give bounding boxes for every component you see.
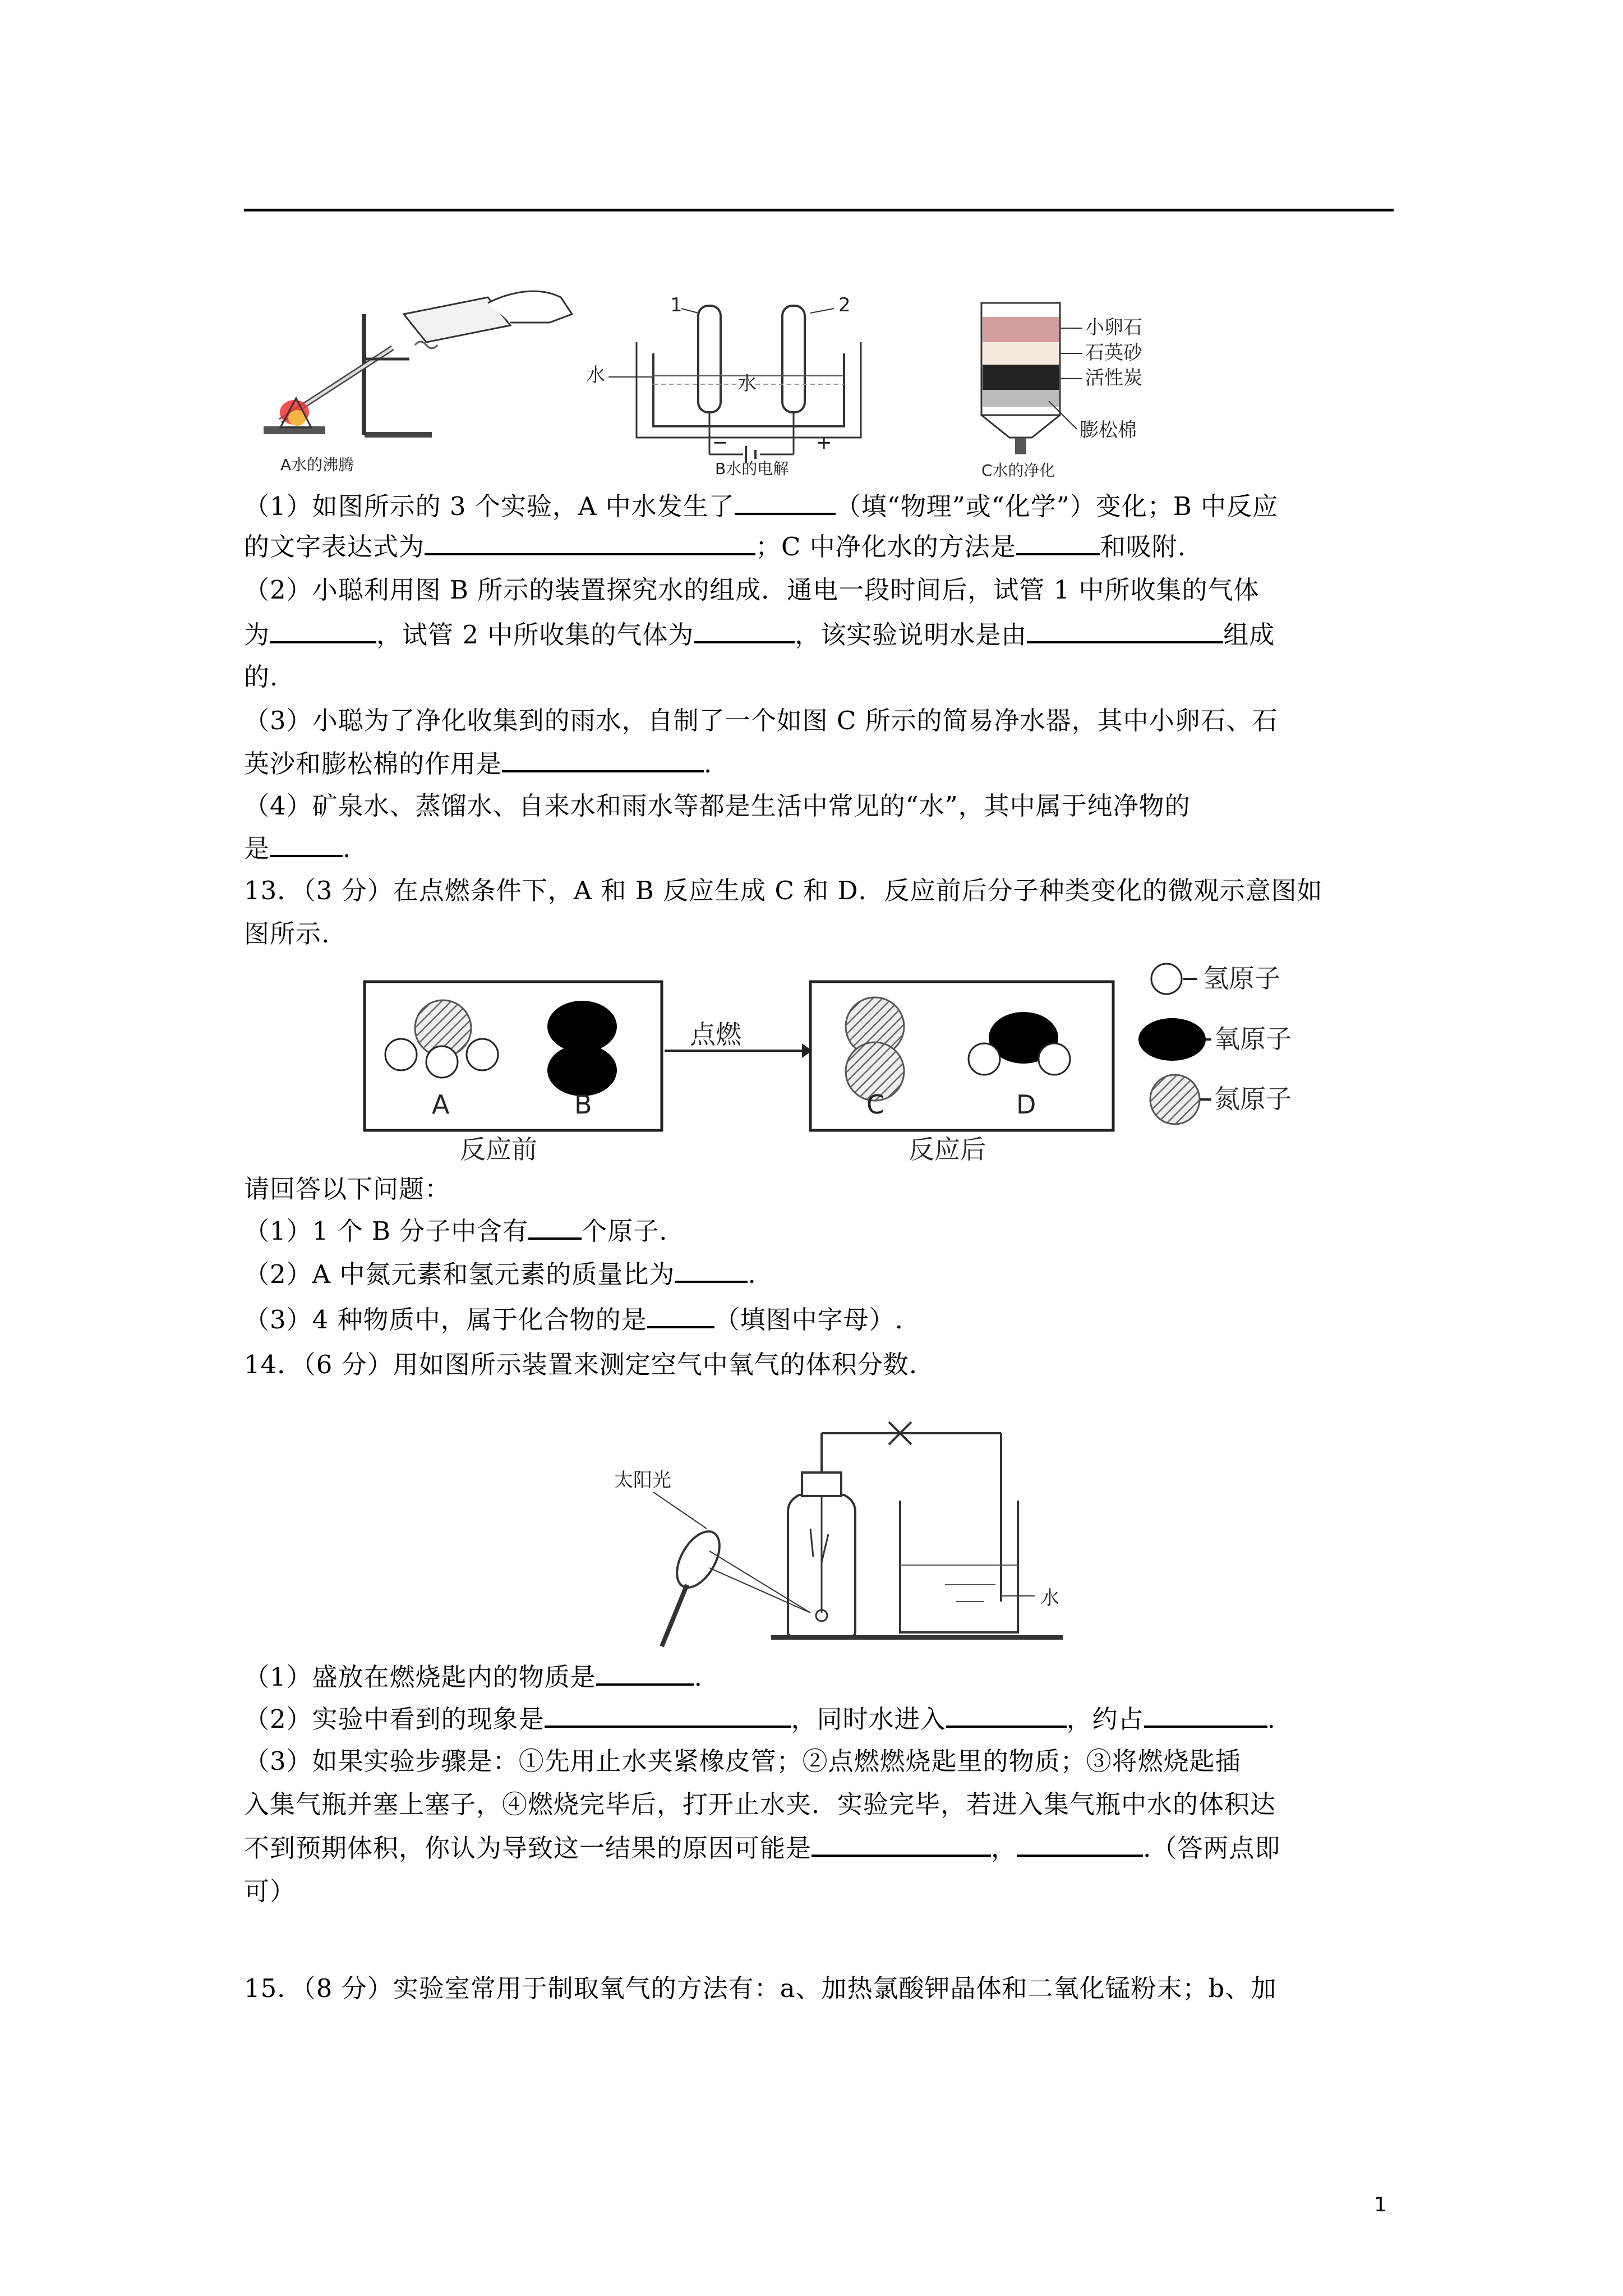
label-b: B [574,1089,592,1120]
page-number: 1 [1374,2193,1387,2216]
q14-line-1: 14．（6 分）用如图所示装置来测定空气中氧气的体积分数. [244,1350,918,1379]
header-rule [244,209,1394,211]
figure-b-electrolysis [575,286,878,477]
label-a: A [432,1089,450,1120]
legend-nitrogen: 氮原子 [1214,1084,1292,1114]
q13-line-6: （3）4 种物质中，属于化合物的是 （填图中字母）. [244,1300,903,1340]
water-label-mid: 水 [737,372,757,395]
q12-line-3: （2）小聪利用图 B 所示的装置探究水的组成．通电一段时间后，试管 1 中所收集的气体 [244,575,1260,605]
q12-line-6: （3）小聪为了净化收集到的雨水，自制了一个如图 C 所示的简易净水器，其中小卵石、石 [244,706,1278,735]
q13-line-4: （1）1 个 B 分子中含有 个原子. [244,1212,668,1251]
q12-line-7: 英沙和膨松棉的作用是 . [244,744,712,784]
q15-line-1: 15．（8 分）实验室常用于制取氧气的方法有：a、加热氯酸钾晶体和二氧化锰粉末；b、加 [244,1973,1277,2003]
molecule-diagram [359,959,1312,1167]
layer-pebbles-label: 小卵石 [1085,316,1142,339]
legend-hydrogen: 氢原子 [1203,963,1280,993]
layer-quartz-label: 石英砂 [1085,342,1142,364]
label-d: D [1016,1089,1036,1120]
tube-1-label: 1 [670,294,683,316]
sunlight-label: 太阳光 [614,1469,671,1492]
q12-line-5: 的. [244,662,279,692]
water-label-left: 水 [586,364,605,386]
layer-cotton-label: 膨松棉 [1080,419,1137,441]
q13-line-3: 请回答以下问题： [244,1174,451,1204]
minus-sign: − [712,431,728,454]
q13-line-2: 图所示. [244,919,330,949]
q14-line-2: （1）盛放在燃烧匙内的物质是 . [244,1658,703,1697]
plus-sign: + [816,431,832,454]
q13-line-1: 13．（3 分）在点燃条件下，A 和 B 反应生成 C 和 D．反应前后分子种类变化的微观示意图如 [244,876,1323,905]
figure-c-caption: C水的净化 [981,461,1055,480]
figure-c-purifier [970,297,1206,480]
q14-line-7: 可） [244,1876,296,1906]
after-label: 反应后 [909,1134,986,1165]
q12-line-8: （4）矿泉水、蒸馏水、自来水和雨水等都是生活中常见的“水”，其中属于纯净物的 [244,791,1191,821]
q14-line-5: 入集气瓶并塞上塞子，④燃烧完毕后，打开止水夹．实验完毕，若进入集气瓶中水的体积达 [244,1789,1276,1819]
q12-line-1: （1）如图所示的 3 个实验，A 中水发生了 （填“物理”或“化学”）变化；B 中反应 [244,487,1278,526]
tube-2-label: 2 [838,294,851,316]
q12-line-2: 的文字表达式为 ；C 中净化水的方法是 和吸附. [244,527,1186,567]
q14-line-6: 不到预期体积，你认为导致这一结果的原因可能是 ， .（答两点即 [244,1829,1280,1868]
q14-line-3: （2）实验中看到的现象是 ，同时水进入 ，约占 . [244,1700,1276,1739]
q12-line-4: 为 ，试管 2 中所收集的气体为 ，该实验说明水是由 组成 [244,615,1275,655]
before-label: 反应前 [460,1134,537,1165]
figure-b-caption: B水的电解 [715,459,789,477]
figure-a-caption: A水的沸腾 [280,455,354,474]
figure-oxygen-apparatus [608,1416,1102,1652]
q14-line-4: （3）如果实验步骤是：①先用止水夹紧橡皮管；②点燃燃烧匙里的物质；③将燃烧匙插 [244,1746,1241,1776]
water-label: 水 [1040,1587,1059,1609]
figure-a-boiling [247,269,594,477]
arrow-label: 点燃 [690,1019,741,1050]
layer-carbon-label: 活性炭 [1085,367,1142,389]
q13-line-5: （2）A 中氮元素和氢元素的质量比为 . [244,1255,757,1294]
label-c: C [866,1089,885,1120]
legend-oxygen: 氧原子 [1214,1024,1292,1054]
q12-line-9: 是 . [244,829,351,868]
